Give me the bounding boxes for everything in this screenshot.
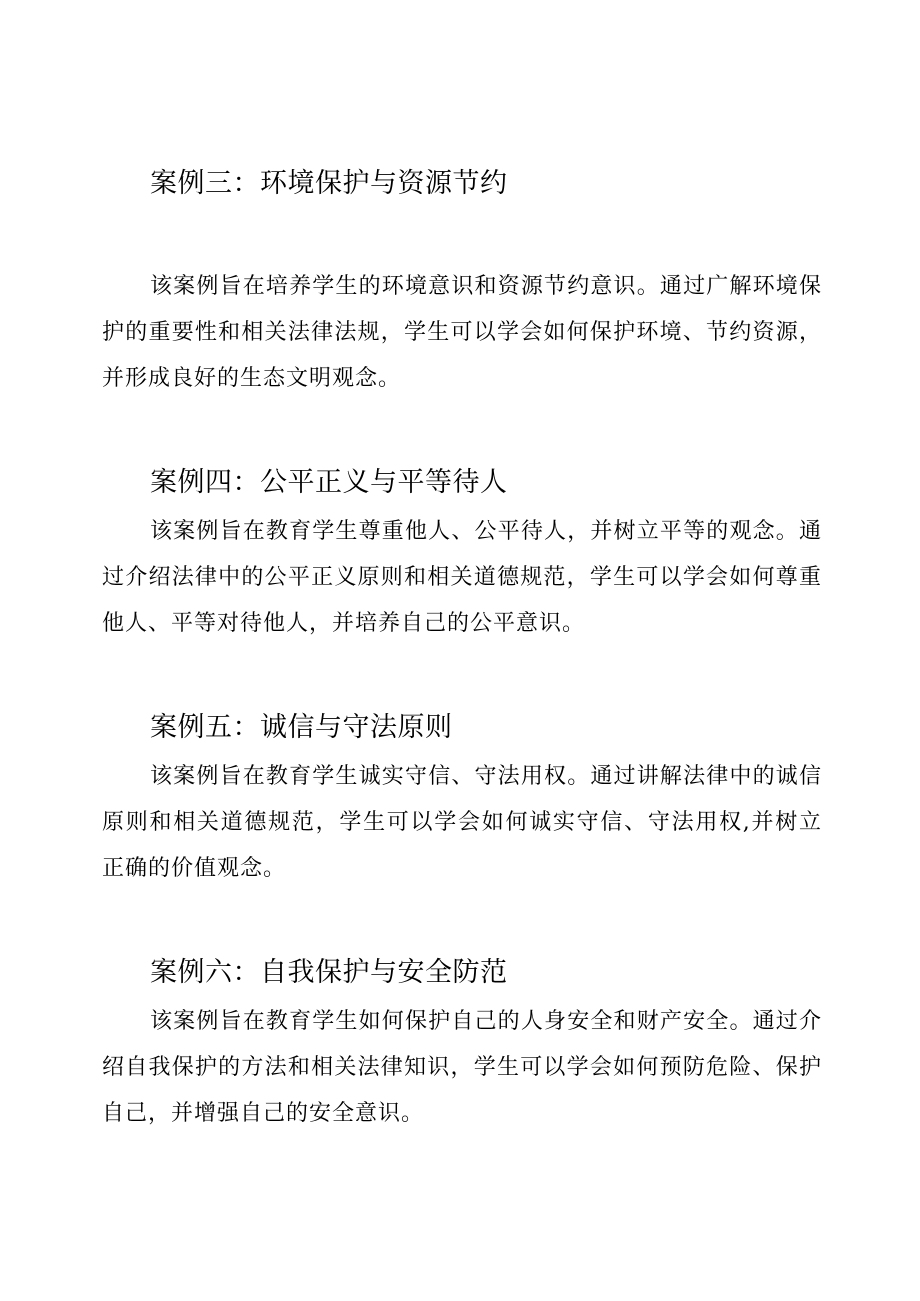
section-heading: 案例五：诚信与守法原则 (150, 712, 453, 743)
section-heading: 案例三：环境保护与资源节约 (150, 168, 508, 199)
case-four-section (102, 465, 822, 647)
section-paragraph: 该案例旨在教育学生诚实守信、守法用权。通过讲解法律中的诚信原则和相关道德规范，学生可以学会如何诚实守信、守法用权,并树立正确的价值观念。 (102, 764, 822, 881)
case-six-section (102, 955, 822, 1137)
section-paragraph: 该案例旨在培养学生的环境意识和资源节约意识。通过广解环境保护的重要性和相关法律法规，学生可以学会如何保护环境、节约资源，并形成良好的生态文明观念。 (102, 274, 822, 391)
section-heading: 案例六：自我保护与安全防范 (150, 957, 508, 988)
section-paragraph: 该案例旨在教育学生尊重他人、公平待人，并树立平等的观念。通过介绍法律中的公平正义原则和相关道德规范，学生可以学会如何尊重他人、平等对待他人，并培养自己的公平意识。 (102, 519, 822, 636)
case-three-section (102, 166, 822, 402)
section-heading: 案例四：公平正义与平等待人 (150, 467, 508, 498)
section-paragraph: 该案例旨在教育学生如何保护自己的人身安全和财产安全。通过介绍自我保护的方法和相关法律知识，学生可以学会如何预防危险、保护自己，并增强自己的安全意识。 (102, 1009, 822, 1126)
case-five-section (102, 710, 822, 892)
